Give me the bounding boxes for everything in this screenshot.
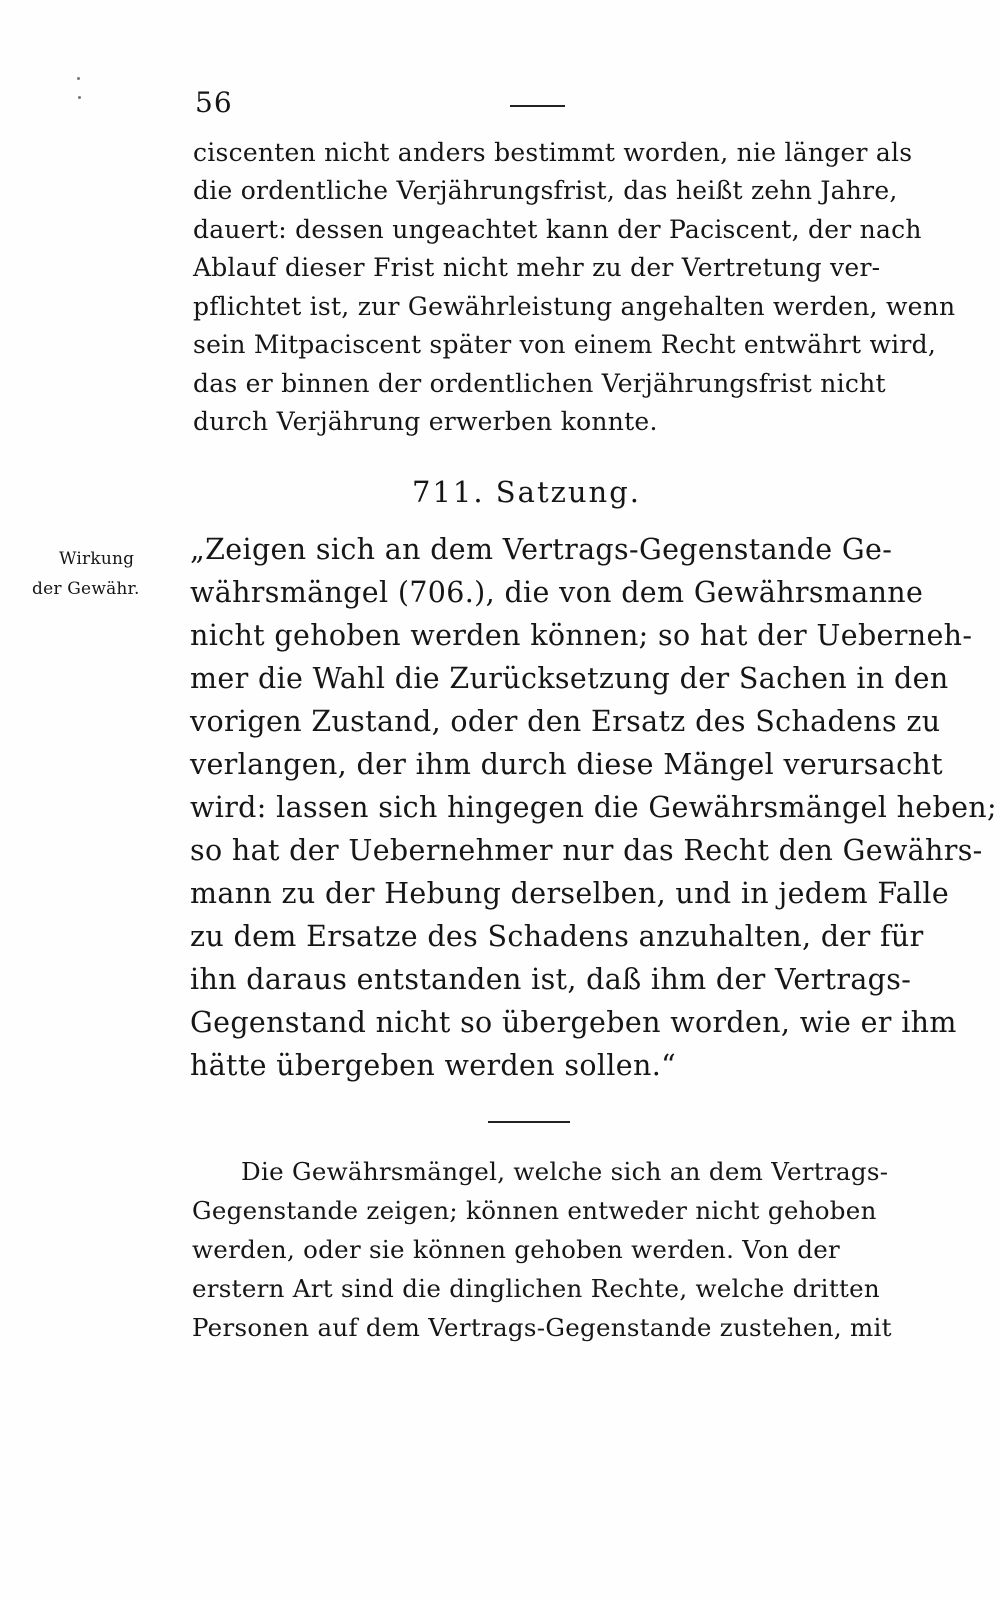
commentary-line: Gegenstande zeigen; können entweder nicht gehoben xyxy=(192,1196,877,1225)
lead-paragraph-line: durch Verjährung erwerben konnte. xyxy=(193,407,658,436)
margin-note-line: Wirkung xyxy=(59,549,135,569)
statute-line: mann zu der Hebung derselben, und in jedem Falle xyxy=(190,877,950,910)
commentary-line: werden, oder sie können gehoben werden. Von der xyxy=(192,1235,841,1264)
statute-line: ihn daraus entstanden ist, daß ihm der Vertrags- xyxy=(190,963,912,996)
statute-line: „Zeigen sich an dem Vertrags-Gegenstande Ge- xyxy=(190,533,893,566)
lead-paragraph-line: dauert: dessen ungeachtet kann der Paciscent, der nach xyxy=(193,215,922,244)
statute-line: hätte übergeben werden sollen.“ xyxy=(190,1049,677,1082)
statute-line: nicht gehoben werden können; so hat der Ueberneh- xyxy=(190,619,973,652)
statute-line: vorigen Zustand, oder den Ersatz des Schadens zu xyxy=(190,705,941,738)
lead-paragraph-line: sein Mitpaciscent später von einem Recht entwährt wird, xyxy=(193,330,937,359)
statute-line: wird: lassen sich hingegen die Gewährsmängel heben; xyxy=(190,791,997,824)
statute-line: so hat der Uebernehmer nur das Recht den Gewährs- xyxy=(190,834,983,867)
statute-line: verlangen, der ihm durch diese Mängel verursacht xyxy=(190,748,943,781)
lead-paragraph-line: das er binnen der ordentlichen Verjährungsfrist nicht xyxy=(193,369,886,398)
statute-line: Gegenstand nicht so übergeben worden, wie er ihm xyxy=(190,1006,957,1039)
statute-line: zu dem Ersatze des Schadens anzuhalten, der für xyxy=(190,920,924,953)
statute-line: mer die Wahl die Zurücksetzung der Sachen in den xyxy=(190,662,949,695)
margin-note-line: der Gewähr. xyxy=(32,579,140,599)
lead-paragraph-line: ciscenten nicht anders bestimmt worden, nie länger als xyxy=(193,138,913,167)
commentary-line: Die Gewährsmängel, welche sich an dem Vertrags- xyxy=(241,1157,889,1186)
statute-line: währsmängel (706.), die von dem Gewährsmanne xyxy=(190,576,924,609)
lead-paragraph-line: pflichtet ist, zur Gewährleistung angehalten werden, wenn xyxy=(193,292,956,321)
scan-speck xyxy=(78,96,81,99)
section-divider xyxy=(488,1121,570,1123)
page-number: 56 xyxy=(195,86,233,119)
lead-paragraph-line: Ablauf dieser Frist nicht mehr zu der Vertretung ver- xyxy=(193,253,881,282)
section-heading: 711. Satzung. xyxy=(412,475,642,509)
margin-note xyxy=(32,544,172,604)
header-dash xyxy=(510,105,565,107)
commentary-line: Personen auf dem Vertrags-Gegenstande zustehen, mit xyxy=(192,1313,892,1342)
scan-speck xyxy=(77,77,80,80)
commentary-line: erstern Art sind die dinglichen Rechte, welche dritten xyxy=(192,1274,880,1303)
lead-paragraph-line: die ordentliche Verjährungsfrist, das heißt zehn Jahre, xyxy=(193,176,898,205)
